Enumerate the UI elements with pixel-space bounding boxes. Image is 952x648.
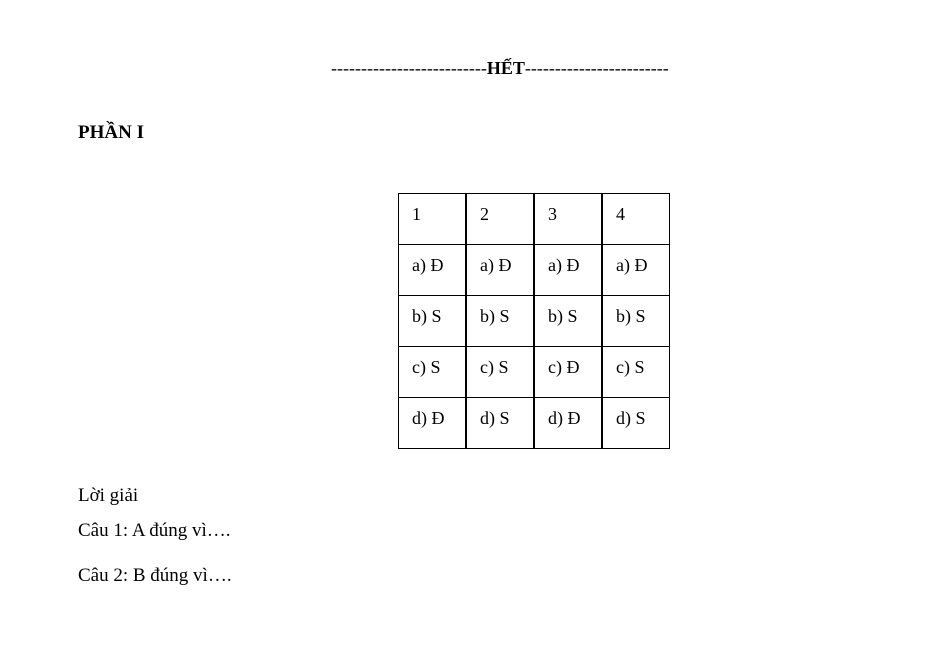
table-cell: d) S <box>602 397 670 449</box>
solution-line: Câu 2: B đúng vì…. <box>78 565 232 586</box>
table-cell: c) S <box>466 346 534 398</box>
table-header-cell: 3 <box>534 193 602 245</box>
end-marker-word: HẾT <box>486 58 525 78</box>
table-cell: b) S <box>466 295 534 347</box>
end-marker-right-dashes: ------------------------ <box>524 58 669 78</box>
table-cell: c) S <box>398 346 466 398</box>
table-cell: a) Đ <box>466 244 534 296</box>
answer-table <box>398 193 669 448</box>
end-marker <box>331 57 751 79</box>
table-cell: d) Đ <box>534 397 602 449</box>
table-header-cell: 2 <box>466 193 534 245</box>
table-cell: a) Đ <box>398 244 466 296</box>
section-title: PHẦN I <box>78 122 144 143</box>
table-header-cell: 4 <box>602 193 670 245</box>
table-header-cell: 1 <box>398 193 466 245</box>
solution-line: Câu 1: A đúng vì…. <box>78 520 231 541</box>
table-cell: a) Đ <box>602 244 670 296</box>
solutions-heading: Lời giải <box>78 485 139 506</box>
table-cell: c) Đ <box>534 346 602 398</box>
table-cell: b) S <box>602 295 670 347</box>
table-cell: b) S <box>398 295 466 347</box>
table-cell: a) Đ <box>534 244 602 296</box>
table-cell: c) S <box>602 346 670 398</box>
end-marker-left-dashes: -------------------------- <box>331 58 487 78</box>
table-cell: b) S <box>534 295 602 347</box>
table-cell: d) S <box>466 397 534 449</box>
table-cell: d) Đ <box>398 397 466 449</box>
